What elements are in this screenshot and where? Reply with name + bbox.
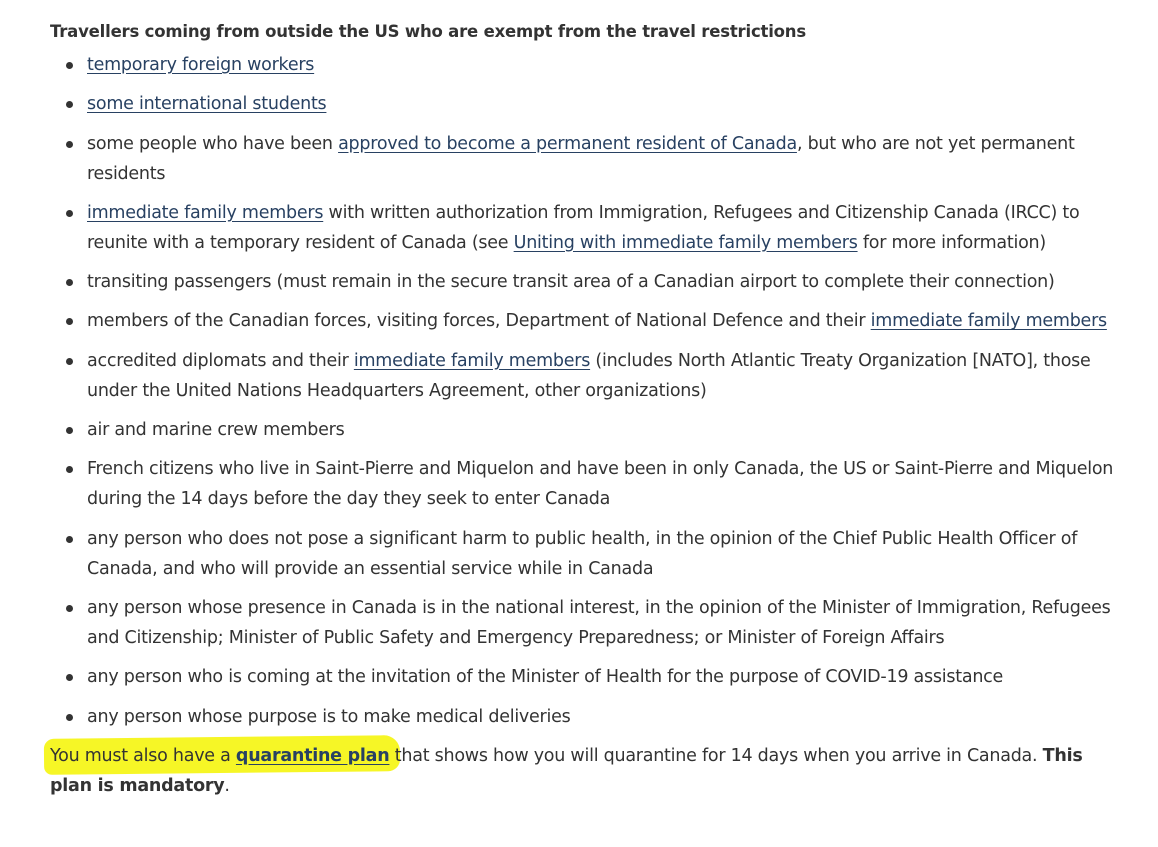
quarantine-plan-note xyxy=(50,741,1130,801)
section-heading: Travellers coming from outside the US who are exempt from the travel restrictions xyxy=(50,22,806,41)
list-item xyxy=(50,662,1130,692)
list-item-text: (includes North Atlantic Treaty Organization [NATO], those under the United Nations Headquarters Agreement, other organizations) xyxy=(87,350,1091,401)
international-students-link[interactable]: some international students xyxy=(87,94,327,115)
list-item xyxy=(50,702,1130,732)
note-text: that shows how you will quarantine for 14 days when you arrive in Canada. xyxy=(389,745,1043,766)
list-item-text: , but who are not yet permanent residents xyxy=(87,133,1075,184)
immediate-family-members-link[interactable]: immediate family members xyxy=(353,350,591,371)
list-item xyxy=(50,593,1130,653)
list-item xyxy=(50,198,1130,258)
list-item-text: transiting passengers (must remain in the secure transit area of a Canadian airport to complete their connection) xyxy=(87,272,1055,293)
list-item xyxy=(50,415,1130,445)
list-item-text: any person whose presence in Canada is in the national interest, in the opinion of the Minister of Immigration, Refugees and Citizenship; Minister of Public Safety and Emergency Preparedness; or Minister of Foreign Affairs xyxy=(87,597,1111,648)
main-content xyxy=(50,18,1130,801)
immediate-family-members-link[interactable]: immediate family members xyxy=(87,202,324,223)
note-text: You must also have a xyxy=(50,745,236,766)
list-item-text: any person whose purpose is to make medical deliveries xyxy=(87,706,571,727)
list-item xyxy=(50,50,1130,80)
list-item xyxy=(50,346,1130,406)
immediate-family-members-link[interactable]: immediate family members xyxy=(870,311,1107,332)
mandatory-emphasis: This plan is mandatory xyxy=(50,745,1083,796)
quarantine-plan-link[interactable]: quarantine plan xyxy=(235,745,390,766)
list-item-text: any person who does not pose a significant harm to public health, in the opinion of the Chief Public Health Officer of Canada, and who will provide an essential service while in Canada xyxy=(87,528,1078,579)
permanent-resident-approved-link[interactable]: approved to become a permanent resident of Canada xyxy=(338,133,797,154)
note-text: . xyxy=(224,775,230,796)
list-item-text: French citizens who live in Saint-Pierre and Miquelon and have been in only Canada, the US or Saint-Pierre and Miquelon during the 14 days before the day they seek to enter Canada xyxy=(87,459,1114,510)
uniting-with-family-link[interactable]: Uniting with immediate family members xyxy=(513,232,858,253)
list-item xyxy=(50,454,1130,514)
list-item xyxy=(50,306,1130,336)
list-item xyxy=(50,129,1130,189)
list-item xyxy=(50,89,1130,119)
list-item-text: air and marine crew members xyxy=(87,420,345,441)
list-item-text: for more information) xyxy=(857,232,1046,253)
temporary-foreign-workers-link[interactable]: temporary foreign workers xyxy=(87,55,315,75)
list-item xyxy=(50,267,1130,297)
list-item-text: with written authorization from Immigration, Refugees and Citizenship Canada (IRCC) to reunite with a temporary resident of Canada (see xyxy=(87,202,1080,253)
list-item-text: any person who is coming at the invitation of the Minister of Health for the purpose of COVID-19 assistance xyxy=(87,667,1004,688)
list-item xyxy=(50,524,1130,584)
list-item-text: some people who have been xyxy=(87,133,339,154)
list-item-text: members of the Canadian forces, visiting forces, Department of National Defence and their xyxy=(87,311,871,332)
exempt-travellers-list xyxy=(50,50,1130,732)
list-item-text: accredited diplomats and their xyxy=(87,350,354,371)
